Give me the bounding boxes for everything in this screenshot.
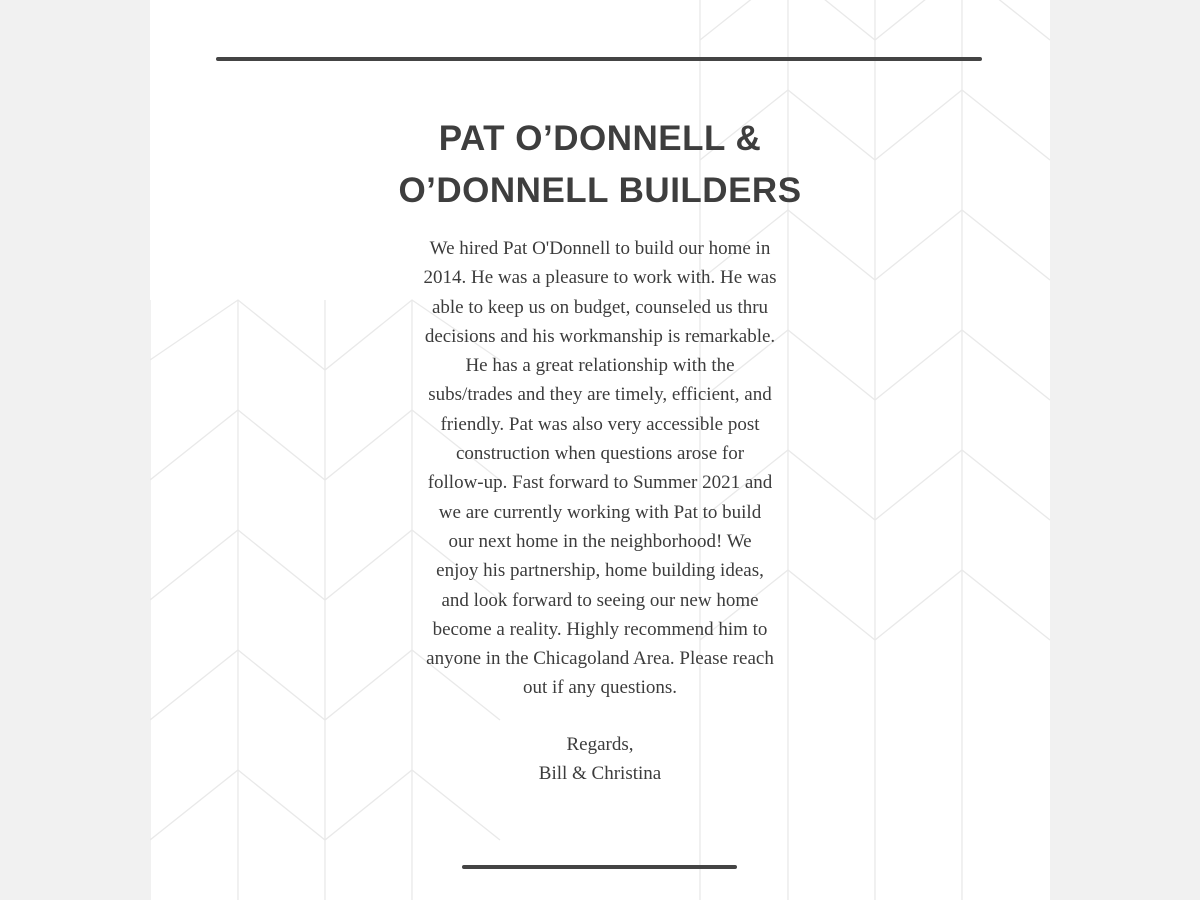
testimonial-line: we are currently working with Pat to build xyxy=(438,501,762,523)
testimonial-line: enjoy his partnership, home building ideas, xyxy=(436,560,764,582)
closing-text: Regards, xyxy=(566,734,634,755)
top-divider xyxy=(216,57,982,61)
testimonial-line: anyone in the Chicagoland Area. Please reach xyxy=(426,648,774,670)
testimonial-line: construction when questions arose for xyxy=(455,443,745,465)
testimonial-line: able to keep us on budget, counseled us thru xyxy=(431,296,769,318)
testimonial-line: He has a great relationship with the xyxy=(465,355,735,377)
testimonial-line: our next home in the neighborhood! We xyxy=(448,530,752,552)
signature-block xyxy=(450,730,750,788)
title-line-2: O’DONNELL BUILDERS xyxy=(398,171,802,210)
testimonial-line: and look forward to seeing our new home xyxy=(441,589,759,611)
testimonial-line: out if any questions. xyxy=(522,677,678,699)
testimonial-line: decisions and his workmanship is remarkable. xyxy=(424,325,776,347)
bottom-divider xyxy=(462,865,737,869)
testimonial-line: subs/trades and they are timely, efficient, and xyxy=(428,384,772,406)
page-title xyxy=(300,113,900,217)
testimonial-line: follow-up. Fast forward to Summer 2021 and xyxy=(427,472,773,494)
testimonial-line: friendly. Pat was also very accessible post xyxy=(440,413,760,435)
testimonial-line: We hired Pat O'Donnell to build our home in xyxy=(429,238,771,259)
title-line-1: PAT O’DONNELL & xyxy=(438,119,762,158)
testimonial-line: 2014. He was a pleasure to work with. He was xyxy=(423,267,777,289)
testimonial-line: become a reality. Highly recommend him to xyxy=(432,618,768,640)
testimonial-body xyxy=(395,234,805,703)
signature-name: Bill & Christina xyxy=(538,763,662,784)
testimonial-page xyxy=(150,0,1050,900)
